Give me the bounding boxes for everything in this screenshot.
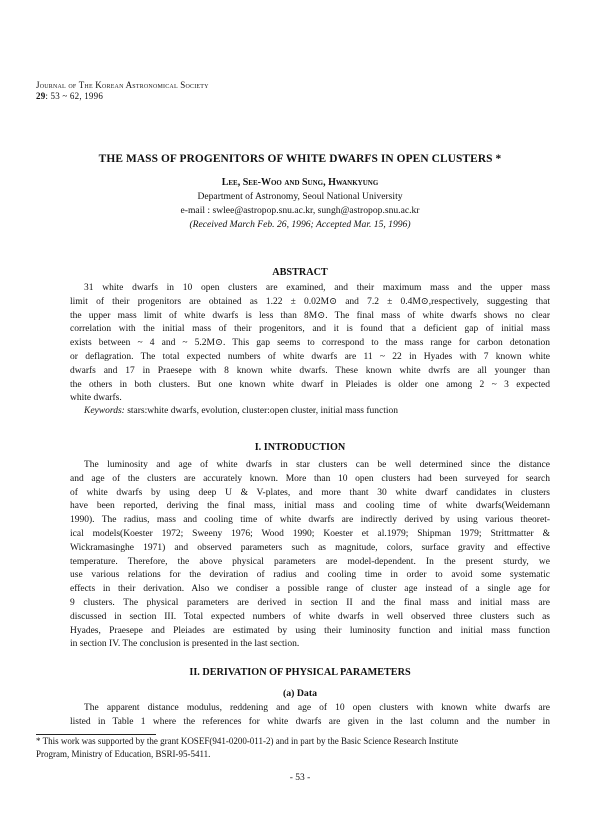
page-number: - 53 - xyxy=(289,773,311,783)
journal-name: Journal of The Korean Astronomical Society xyxy=(36,80,209,90)
journal-citation xyxy=(36,91,209,102)
abstract-line: the upper mass limit of white dwarfs is less than 8M⊙. The final mass of white dwarfs shows no clear xyxy=(70,310,550,321)
intro-line: 1990). The radius, mass and cooling time of white dwarfs are indirectly derived by using various theoret- xyxy=(70,515,550,526)
journal-header xyxy=(36,80,209,102)
intro-line: discussed in section III. Total expected numbers of white dwarfs in well observed three clusters such as xyxy=(70,611,550,622)
footnote-line: * This work was supported by the grant KOSEF(941-0200-011-2) and in part by the Basic Science Research Institute xyxy=(36,736,459,746)
intro-line: in section IV. The conclusion is presented in the last section. xyxy=(70,639,300,650)
abstract-line: limit of their progenitors are obtained as 1.22 ± 0.02M⊙ and 7.2 ± 0.4M⊙,respectively, suggesting that xyxy=(70,296,550,307)
intro-line: use various relations for the deviration of radius and cooling time in order to avoid some systematic xyxy=(70,570,550,581)
intro-line: have been reported, deriving the final mass, initial mass and cooling time of white dwarfs(Weidemann xyxy=(70,501,550,512)
keywords xyxy=(84,406,398,416)
footnote-line: Program, Ministry of Education, BSRI-95-5411. xyxy=(36,749,211,759)
paper-authors: Lee, See-Woo and Sung, Hwankyung xyxy=(221,177,379,188)
intro-line: Wickramasinghe 1971) and observed parameters such as magnitude, colors, surface gravity and effective xyxy=(70,542,550,553)
intro-line: temperature. Therefore, the above physical parameters are model-dependent. In the present sturdy, we xyxy=(70,556,550,567)
paper-title: THE MASS OF PROGENITORS OF WHITE DWARFS IN OPEN CLUSTERS * xyxy=(98,153,502,165)
abstract-line: 31 white dwarfs in 10 open clusters are examined, and their maximum mass and the upper mass xyxy=(84,283,550,293)
intro-line: of white dwarfs by using deep U & V-plates, and more thant 30 white dwarf candidates in clusters xyxy=(70,487,550,498)
derivation-heading: II. DERIVATION OF PHYSICAL PARAMETERS xyxy=(189,667,411,678)
intro-line: ical models(Koester 1972; Sweeny 1976; Wood 1990; Koester et al.1979; Shipman 1979; Strittmatter & xyxy=(70,528,550,539)
abstract-line: or deflagration. The total expected numbers of white dwarfs are 11 ~ 22 in Hyades with 7 known white xyxy=(70,351,550,362)
derivation-line: The apparent distance modulus, reddening and age of 10 open clusters with known white dwarfs are xyxy=(84,703,550,713)
keywords-label: Keywords: xyxy=(84,406,125,416)
introduction-body xyxy=(70,459,550,652)
received-dates: (Received March Feb. 26, 1996; Accepted Mar. 15, 1996) xyxy=(189,219,411,230)
intro-line: Hyades, Praesepe and Pleiades are estimated by using their luminosity function and initial mass function xyxy=(70,625,550,636)
abstract-line: correlation with the initial mass of their progenitors, and it is found that a deficient gap of initial mass xyxy=(70,324,550,335)
author-email: e-mail : swlee@astropop.snu.ac.kr, sungh@astropop.snu.ac.kr xyxy=(180,205,420,216)
intro-line: effects in their derivation. Also we condiser a possible range of cluster age instead of a single age for xyxy=(70,584,550,595)
derivation-body xyxy=(70,702,550,730)
intro-line: The luminosity and age of white dwarfs in star clusters can be well determined since the distance xyxy=(84,460,550,470)
abstract-line: exists between ~ 4 and ~ 5.2M⊙. This gap seems to correspond to the mass range for carbon detonation xyxy=(70,338,550,349)
abstract-heading: ABSTRACT xyxy=(272,267,328,278)
data-subheading: (a) Data xyxy=(282,688,317,699)
keywords-list: stars:white dwarfs, evolution, cluster:open cluster, initial mass function xyxy=(124,406,399,416)
abstract-line: white dwarfs. xyxy=(70,393,122,404)
derivation-line: listed in Table 1 where the references for white dwarfs are given in the last column and the number in xyxy=(70,716,550,727)
abstract-line: dwarfs and 17 in Praesepe with 8 known white dwarfs. These known white dwrfs are all younger than xyxy=(70,365,550,376)
abstract-body xyxy=(70,282,550,406)
journal-volume: 29 xyxy=(36,91,46,101)
journal-pages: : 53 ~ 62, 1996 xyxy=(45,91,104,101)
intro-line: and age of the clusters are accurately known. More than 10 open clusters had been surveyed for search xyxy=(70,473,550,484)
intro-line: 9 clusters. The physical parameters are derived in section II and the final mass and initial mass are xyxy=(70,597,550,608)
author-affiliation: Department of Astronomy, Seoul National University xyxy=(197,191,403,202)
introduction-heading: I. INTRODUCTION xyxy=(254,442,346,453)
abstract-line: the others in both clusters. But one known white dwarf in Pleiades is older one among 2 ~ 3 expected xyxy=(70,379,550,390)
